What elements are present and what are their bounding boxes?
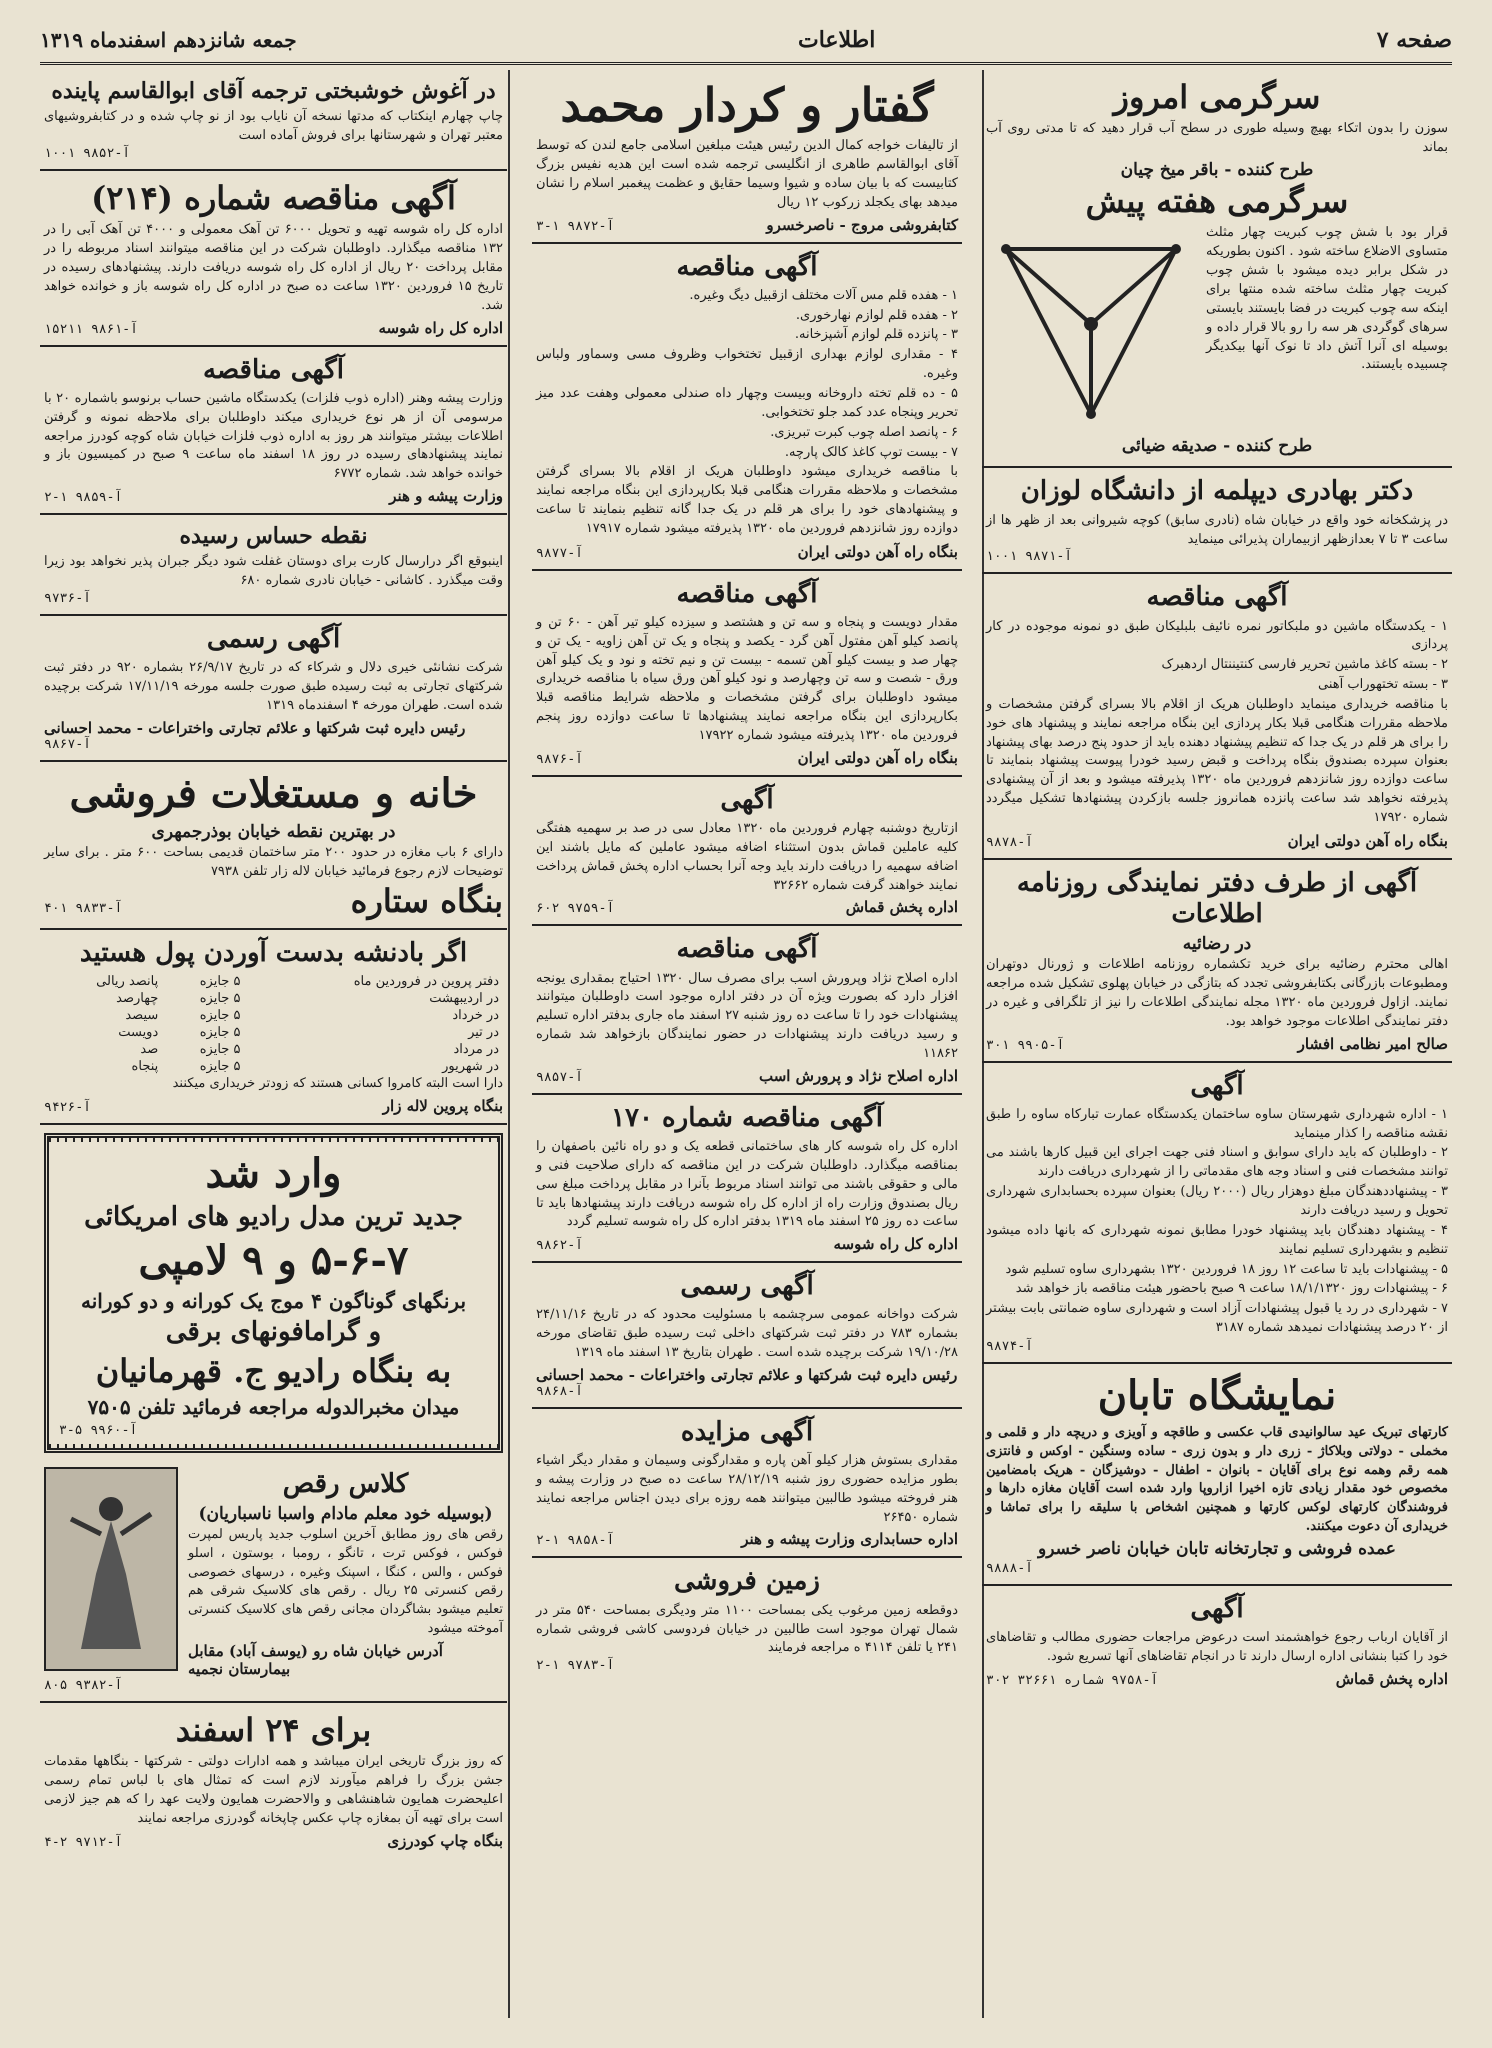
- ad-code: آ-۹۸۷۴: [986, 1338, 1033, 1354]
- tender-title: آگهی مناقصه: [1146, 582, 1288, 613]
- ad-code: آ-۹۸۷۶: [536, 751, 583, 767]
- ad-signature: اداره پخش قماش: [1335, 1669, 1448, 1688]
- auction-text: مقداری بستوش هزار کیلو آهن پاره و مقدارگونی وسیمان و مقدار دیگر اشیاء بطور مزایده حضوری روز شنبه ۲۸/۱۲/۱۹ ساعت ده صبح در وزارت پیشه و هنر فروخته میشود طالبین میتوانند همه روزه برای دیدن اجناس مراجعه نمایند شماره ۲۶۴۵۰: [536, 1453, 958, 1525]
- ad-code: ۳۰۱ آ-۹۹۰۵: [986, 1037, 1065, 1053]
- ad-code: ۳-۵ آ-۹۹۶۰: [59, 1422, 138, 1438]
- tender-ad: [532, 1095, 962, 1263]
- taban-ad: [982, 1364, 1452, 1586]
- realestate-text: دارای ۶ باب مغازه در حدود ۲۰۰ متر ساختمان قدیمی بساحت ۶۰۰ متر . برای سایر توضیحات لازم رجوع فرمائید خیابان لاله زار تلفن ۷۹۳۸: [44, 844, 503, 879]
- column-divider: [508, 70, 510, 2018]
- table-row: [44, 1007, 503, 1024]
- ad-code: ۴-۲ آ-۹۷۱۲: [44, 1834, 123, 1850]
- tender-ad: [982, 574, 1452, 859]
- table-cell: ۵ جایزه: [199, 991, 241, 1007]
- ad-code: ۱۵۲۱۱ آ-۹۸۶۱: [44, 321, 138, 337]
- ad-code: آ-۹۸۵۷: [536, 1069, 583, 1085]
- tender-item: با مناقصه خریداری مینماید داوطلبان هریک از اقلام بالا بسرای گرفتن مشخصات و ملاحظه مقررات هنگامی قبلا بکار پردازی این بنگاه مراجعه نمایند و پیشنهاد های خود را برای هر قلم در یک جدا که تنظیم پیشنهاد دهنده باید از حدود پنج درصد بهای پیشنهاد بعنوان سپرده بصندوق بنگاه پرداخت و قبض رسید خودرا پیوست پیشنهاد بنمایند تا ساعت دوازده روز شانزدهم فروردین ماه ۱۳۲۰ پذیرفته میشود و بعد از آن پیشنهادی پذیرفته نخواهد شد ساعت پانزده همانروز جلسه بازکردن پیشنهادها تشکیل میگردد شماره ۱۷۹۲۰: [986, 696, 1448, 825]
- issue-date: جمعه شانزدهم اسفندماه ۱۳۱۹: [40, 28, 297, 52]
- land-text: دوقطعه زمین مرغوب یکی بمساحت ۱۱۰۰ متر ودیگری بمساحت ۵۴۰ متر در شمال تهران موجود است طالبین در خیابان فردوسی کاشی فروشی شماره ۲۴۱ یا تلفن ۴۱۱۴ ه مراجعه فرمایند: [536, 1602, 958, 1656]
- tender-title: آگهی مناقصه: [676, 251, 818, 282]
- saveh-item: ۵ - پیشنهادات باید تا ساعت ۱۲ روز ۱۸ فروردین ۱۳۲۰ بشهرداری ساوه تسلیم شود: [1005, 1261, 1448, 1277]
- ad-code: آ-۹۷۳۶: [44, 591, 91, 607]
- tender-ad: [40, 347, 507, 515]
- middle-column: [532, 70, 962, 2018]
- book-ad: [40, 70, 507, 171]
- ad-signature: بنگاه راه آهن دولتی ایران: [1287, 831, 1448, 850]
- radio-line: میدان مخبرالدوله مراجعه فرمائید تلفن ۷۵۰۵: [87, 1394, 460, 1419]
- tender-title: آگهی مناقصه شماره ۱۷۰: [611, 1102, 883, 1133]
- ad-code: آ-۹۸۸۸: [986, 1560, 1033, 1576]
- dance-title: کلاس رقص: [282, 1468, 409, 1499]
- official-ad: [40, 616, 507, 762]
- land-ad: [532, 1558, 962, 1681]
- ad-code: آ-۹۸۷۷: [536, 545, 583, 561]
- puzzle-title: سرگرمی امروز: [1113, 78, 1321, 116]
- ad-code: آ-۹۴۲۶: [44, 1100, 91, 1115]
- official-title: آگهی رسمی: [206, 624, 341, 655]
- taban-text: کارتهای تبریک عید سالوانیدی قاب عکسی و طاقچه و آویزی و دریچه دار و قلمی و مخملی - دولاتی وبلاکاژ - زری دار و بدون زری - ساده وسنگین - اوکس و فانتزی همه رقم وهمه نوع برای آقایان - بانوان - اطفال - دوشیزگان - هریک بامضامین مخصوص خود مقدار زیادی تازه اخیرا ازاروپا وارد شده است آقایان مغازه دارها و فروشندگان کارتهای لوکس کارتها و همچنین اشخاص با سلیقه را برای تماشا و خریداری آن دعوت میکنند.: [986, 1424, 1448, 1535]
- dance-ad: [40, 1461, 507, 1703]
- dancer-illustration: [44, 1467, 178, 1671]
- ad-signature: آدرس خیابان شاه رو (یوسف آباد) مقابل بیمارستان نجمیه: [188, 1642, 443, 1679]
- tender-item: ۵ - ده قلم تخته داروخانه وبیست وچهار داه صندلی معمولی وهفت عدد میز تحریر وپنجاه عدد کمد جلو تختخوابی.: [536, 385, 958, 420]
- prize-title: اگر بادنشه بدست آوردن پول هستید: [79, 937, 468, 968]
- prize-text: دارا است البته کامروا کسانی هستند که زودتر خریداری میکنند: [172, 1076, 503, 1092]
- prize-ad: [40, 930, 507, 1125]
- notice-text: ازتاریخ دوشنبه چهارم فروردین ماه ۱۳۲۰ معادل سی در صد بر سهمیه هفتگی کلیه عاملین قماش بدون استثناء اضافه میشود عاملین که مایل باشند این اضافه سهمیه را دریافت دارند باید وجه آنرا بحساب اداره پخش قماش پرداخت نمایند خواهند گرفت شماره ۳۲۶۶۲: [536, 821, 958, 893]
- radio-line: به بنگاه رادیو ج. قهرمانیان: [95, 1352, 452, 1391]
- table-cell: صد: [140, 1042, 159, 1058]
- table-cell: ۵ جایزه: [199, 974, 241, 990]
- book-title: در آغوش خوشبختی ترجمه آقای ابوالقاسم پاینده: [51, 78, 496, 104]
- ad-code: ۶۰۲ آ-۹۷۵۹: [536, 901, 615, 917]
- table-row: [44, 1024, 503, 1041]
- tender-item: ۱ - هفده قلم مس آلات مختلف ازقبیل دیگ وغیره.: [689, 287, 958, 303]
- dance-subtitle: (بوسیله خود معلم مادام واسبا ناسباریان): [198, 1503, 493, 1524]
- book-text: از تالیفات خواجه کمال الدین رئیس هیئت مبلغین اسلامی جامع لندن که توسط آقای ابوالقاسم طاهری از انگلیسی ترجمه شده است این هدیه نفیس بزرگ کتابیست که با بیان ساده و شیوا وسیما حقایق و عظمت پیغمبر اسلام را نشان میدهد بهای یکجلد زرکوب ۱۲ ریال: [536, 138, 958, 210]
- ad-code: ۱۰۰۱ آ-۹۸۵۲: [44, 146, 131, 162]
- saveh-item: ۷ - شهرداری در رد یا قبول پیشنهادات آزاد است و شهرداری ساوه ضمانتی بابت بیشتر از ۲۰ درصد پیشنهادات نمیدهد شماره ۳۱۸۷: [986, 1301, 1448, 1336]
- table-row: [44, 973, 503, 990]
- saveh-ad: [982, 1063, 1452, 1364]
- taban-title: نمایشگاه تابان: [1097, 1371, 1337, 1419]
- tender-item: ۱ - یکدستگاه ماشین دو ملبکاتور نمره نائیف بلبلیکان طبق دو نمونه موجوده در کار پردازی: [986, 618, 1448, 653]
- ad-signature: کتابفروشی مروج - ناصرخسرو: [766, 215, 958, 234]
- radio-line: و گرامافونهای برقی: [165, 1317, 382, 1348]
- table-cell: سیصد: [125, 1008, 159, 1024]
- puzzle-title-2: سرگرمی هفته پیش: [1085, 182, 1349, 221]
- tender-ad: [532, 926, 962, 1094]
- agency-title: آگهی از طرف دفتر نمایندگی روزنامه اطلاعات: [1016, 867, 1418, 929]
- agency-ad: [982, 860, 1452, 1063]
- agency-subtitle: در رضائیه: [1182, 934, 1252, 955]
- ad-code: ۴۰۱ آ-۹۸۳۳: [44, 900, 123, 916]
- tender-title: آگهی مناقصه شماره (۲۱۴): [91, 179, 456, 218]
- table-cell: دویست: [118, 1025, 159, 1041]
- ad-signature: اداره حسابداری وزارت پیشه و هنر: [741, 1530, 958, 1549]
- table-cell: ۵ جایزه: [199, 1025, 241, 1041]
- ad-code: آ-۹۸۶۲: [536, 1238, 583, 1254]
- ad-signature: وزارت پیشه و هنر: [389, 487, 503, 506]
- book-ad: [532, 70, 962, 244]
- tender-ad: [532, 571, 962, 777]
- esfand-text: که روز بزرگ تاریخی ایران میباشد و همه ادارات دولتی - شرکتها - بنگاهها مقدمات جشن بزرگ را فراهم میآورند لازم است که تمثال های با لباس تمام رسمی اعلیحضرت همایون شاهنشاهی و والاحضرت همایون ولایت عهد را که هم جیز لازمی است برای تهیه آن بمغازه چاپ عکس چاپخانه گودرزی مراجعه نمایند: [44, 1754, 503, 1826]
- ad-code: آ-۹۸۶۷: [44, 736, 91, 752]
- tender-item: با مناقصه خریداری میشود داوطلبان هریک از اقلام بالا بسرای گرفتن مشخصات و ملاحظه مقررات هنگامی قبلا بکارپردازی این بنگاه مراجعه نمایند و پیشنهادهای خود را برای هر قلم در یک جدا گانه تنظیم بنمایند تا ساعت دوازده روز شانزدهم فروردین ماه ۱۳۲۰ پذیرفته میشود شماره ۱۷۹۱۷: [536, 464, 958, 536]
- table-row: [44, 1041, 503, 1058]
- table-cell: ۵ جایزه: [199, 1008, 241, 1024]
- ad-code: ۳۰۲ آ-۹۷۵۸ شماره ۳۲۶۶۱: [986, 1672, 1159, 1688]
- puzzle-text: سوزن را بدون اتکاء بهیچ وسیله طوری در سطح آب قرار دهید که تا مدتی روی آب بماند: [986, 121, 1448, 156]
- saveh-item: ۲ - داوطلبان که باید دارای سوابق و اسناد فنی جهت اجرای این قبیل کارها باشند می توانند مشخصات فنی و اسناد وجه های مقدماتی را از شهرداری دریافت دارند: [986, 1145, 1448, 1180]
- tender-item: ۴ - مقداری لوازم بهداری ازقبیل تختخواب وظروف مسی وسماور ولباس وغیره.: [536, 347, 958, 382]
- realestate-subtitle: در بهترین نقطه خیابان بوذرجمهری: [151, 821, 396, 842]
- notice-title: آگهی: [720, 784, 774, 815]
- table-cell: ۵ جایزه: [199, 1042, 241, 1058]
- ad-signature: اداره کل راه شوسه: [378, 318, 503, 337]
- table-cell: در اردیبهشت: [429, 991, 499, 1007]
- table-cell: در مرداد: [453, 1042, 499, 1058]
- ad-code: ۱۰۰۱ آ-۹۸۷۱: [986, 549, 1073, 565]
- book-text: چاپ چهارم اینکتاب که مدتها نسخه آن نایاب بود از نو چاپ شده و در کتابفروشیهای معتبر تهران و شهرستانها برای فروش آماده است: [44, 109, 503, 144]
- card-title: نقطه حساس رسیده: [179, 523, 368, 550]
- matchstick-figure: [986, 224, 1196, 434]
- saveh-title: آگهی: [1190, 1070, 1244, 1101]
- doctor-text: در پزشکخانه خود واقع در خیابان شاه (نادری سابق) کوچه شیروانی بعد از ظهر ها از ساعت ۳ تا ۷ بعدازظهر ازبیماران پذیرائی مینماید: [986, 512, 1448, 547]
- ad-code: ۲-۱ آ-۹۷۸۳: [536, 1658, 615, 1674]
- ad-code: ۸۰۵ آ-۹۳۸۲: [44, 1678, 123, 1694]
- book-title: گفتار و کردار محمد: [560, 78, 934, 132]
- esfand-title: برای ۲۴ اسفند: [175, 1711, 372, 1750]
- tender-text: اداره کل راه شوسه تهیه و تحویل ۶۰۰۰ تن آهک معمولی و ۴۰۰۰ تن آهک آبی را در ۱۳۲ مناقصه میگذارد. داوطلبان شرکت در این مناقصه میتوانند اسناد مربوطه را در مقابل پرداخت ۲۰ ریال از اداره کل راه شوسه دریافت دارند. پیشنهادهای رسیده در تاریخ ۱۵ فروردین ۱۳۲۰ ساعت ده صبح در اداره کل راه شوسه باز و خوانده خواهد شد.: [44, 222, 503, 313]
- esfand-ad: [40, 1703, 507, 1858]
- prize-table: [44, 973, 503, 1075]
- official-text: شرکت نشانئی خیری دلال و شرکاء که در تاریخ ۲۶/۹/۱۷ بشماره ۹۲۰ در دفتر ثبت شرکتهای تجارتی به ثبت رسیده طبق صورت جلسه مورخه ۱۷/۱۱/۱۹ شرکت برچیده شده است. طهران مورخه ۴ اسفندماه ۱۳۱۹: [44, 660, 504, 714]
- ad-code: ۲-۱ آ-۹۸۵۹: [44, 490, 123, 506]
- ad-signature: صالح امیر نظامی افشار: [1297, 1034, 1448, 1053]
- radio-title: وارد شد: [205, 1150, 342, 1197]
- doctor-ad: [982, 468, 1452, 574]
- left-column: [40, 70, 507, 2018]
- ad-signature: اداره پخش قماش: [845, 898, 958, 917]
- auction-title: آگهی مزایده: [680, 1416, 814, 1447]
- right-column: [982, 70, 1452, 2018]
- notice-ad: [532, 777, 962, 927]
- tender-text: اداره کل راه شوسه کار های ساختمانی قطعه یک و دو راه نائین باصفهان را بمناقصه میگذارد. داوطلبان شرکت در این مناقصه که دارای صلاحیت فنی و مالی و حقوقی باشند می توانند اسناد مربوط بآنرا در مقابل پرداخت مبلغ سی ریال بصندوق وزارت راه از اداره کل راه شوسه دریافت دارند پیشنهادها باید تا ساعت ده روز ۲۵ اسفند ماه ۱۳۱۹ بدفتر اداره کل راه شوسه تسلیم گردد: [536, 1138, 958, 1230]
- ad-signature: اداره کل راه شوسه: [833, 1235, 958, 1254]
- ad-signature: بنگاه چاپ کودرزی: [387, 1831, 503, 1850]
- ad-signature: بنگاه پروین لاله زار: [382, 1097, 503, 1115]
- realestate-title: خانه و مستغلات فروشی: [69, 769, 478, 817]
- notice-ad: [982, 1586, 1452, 1696]
- table-cell: ۵ جایزه: [199, 1059, 241, 1075]
- table-cell: در شهریور: [442, 1059, 499, 1075]
- card-ad: [40, 515, 507, 616]
- table-row: [44, 1058, 503, 1075]
- agency-text: اهالی محترم رضائیه برای خرید تکشماره روزنامه اطلاعات و ژورنال دوتهران ومطبوعات بازرگانی بکتابفروشی تجدد که بتازگی در خیابان پهلوی تشکیل شده مراجعه نمایند. ازاول فروردین ماه ۱۳۲۰ مجله نمایندگی اطلاعات را نیز از تلگرافی و غیره در دفتر نمایندگی اطلاعات موجود خواهد بود.: [986, 957, 1448, 1029]
- radio-line: ۵-۶-۷ و ۹ لامپی: [138, 1237, 409, 1285]
- ad-code: آ-۹۸۷۸: [986, 834, 1033, 850]
- tender-text: وزارت پیشه وهنر (اداره ذوب فلزات) یکدستگاه ماشین حساب برنوسو باشماره ۲۰ با مرسومی آن از هر نوع خریداری میکند داوطلبان برای ملاحظه نمونه و گرفتن اطلاعات بیشتر میتوانند هر روز به اداره ذوب فلزات خیابان شاه کوچه کودرز مراجعه نمایند پیشنهادهای رسیده در روز ۱۸ اسفند ماه ساعت ۹ صبح در کمیسیون باز و خوانده خواهد شد. شماره ۶۷۷۲: [44, 390, 504, 482]
- tender-item: ۲ - هفده قلم لوازم نهارخوری.: [795, 307, 958, 323]
- newspaper-name: اطلاعات: [798, 27, 876, 53]
- dancer-icon: [56, 1479, 166, 1659]
- tender-item: ۳ - بسته تختهوراب آهنی: [1317, 677, 1448, 693]
- ad-code: ۲-۱ آ-۹۸۵۸: [536, 1533, 615, 1549]
- official-title: آگهی رسمی: [680, 1271, 814, 1302]
- tender-title: آگهی مناقصه: [203, 354, 344, 385]
- ad-signature: بنگاه راه آهن دولتی ایران: [797, 748, 958, 767]
- ad-signature: رئیس دایره ثبت شرکتها و علائم تجارتی واختراعات - محمد احسانی: [536, 1365, 958, 1384]
- tender-ad: [40, 171, 507, 347]
- tender-ad: [532, 244, 962, 571]
- radio-line: برنگهای گوناگون ۴ موج یک کورانه و دو کورانه: [80, 1289, 467, 1314]
- ad-signature: عمده فروشی و تجارتخانه تابان خیابان ناصر خسرو: [1038, 1538, 1396, 1559]
- tender-title: آگهی مناقصه: [676, 934, 818, 965]
- notice-text: از آقایان ارباب رجوع خواهشمند است درعوض مراجعات حضوری مطالب و تقاضاهای خود را کتبا بنشانی اداره ارسال دارند تا در انجام تقاضاهای آنها تسریع شود.: [986, 1630, 1448, 1664]
- tender-item: ۲ - بسته کاغذ ماشین تحریر فارسی کنتیننتال اردهبرک: [1161, 657, 1448, 673]
- saveh-item: ۴ - پیشنهاد دهندگان باید پیشنهاد خودرا مطابق نمونه شهرداری که بانها داده میشود تنظیم و بشهرداری تسلیم نمایند: [986, 1222, 1448, 1257]
- ad-code: ۳-۱ آ-۹۸۷۲: [536, 218, 615, 234]
- saveh-item: ۱ - اداره شهرداری شهرستان ساوه ساختمان یکدستگاه عمارت تبارکاه ساوه را طبق نقشه مناقصه را کذار مینماید: [986, 1106, 1448, 1141]
- dance-text: رقص های روز مطابق آخرین اسلوب جدید پاریس لمپرت فوکس ، فوکس ترت ، تانگو ، رومبا ، بوستون ، اسلو فوکس ، والس ، کنگا ، اسپنک وغیره ، درسهای خصوصی رقص کنسرتی ۲۵ ریال . رقص های کلاسیک شرقی هم تعلیم میشود بشاگردان مجانی رقص های کلاسیک کنسرتی آموخته میشود: [188, 1526, 503, 1637]
- ad-code: آ-۹۸۶۸: [536, 1383, 583, 1399]
- official-ad: [532, 1263, 962, 1409]
- ad-signature: بنگاه راه آهن دولتی ایران: [797, 542, 958, 561]
- puzzle-text-2: قرار بود با شش چوب کبریت چهار مثلث متساوی الاضلاع ساخته شود . اکنون بطوریکه در شکل برابر دیده میشود با شش چوب کبریت چهار مثلث ساخته شده منتها برای اینکه سه چوب کبریت در فضا بایستند بایستی سرهای گوگردی هر سه را رو بالا قرار داده و بوسیله ای آنرا آتش داد تا نوک آنها بیکدیگر چسبیده بایستند.: [1206, 225, 1448, 373]
- realestate-ad: [40, 762, 507, 930]
- radio-line: جدید ترین مدل رادیو های امریکائی: [84, 1202, 463, 1232]
- radio-ad: [44, 1133, 503, 1453]
- official-text: شرکت دواخانه عمومی سرچشمه با مسئولیت محدود که در تاریخ ۲۴/۱۱/۱۶ بشماره ۷۸۳ در دفتر ثبت شرکتهای داخلی ثبت رسیده طبق تقاضای مورخه ۱۹/۱۰/۲۸ شرکت برچیده شده است . طهران بتاریخ ۱۳ اسفند ماه ۱۳۱۹: [536, 1307, 958, 1361]
- tender-text: اداره اصلاح نژاد وپرورش اسب برای مصرف سال ۱۳۲۰ احتیاج بمقداری یونجه افزار دارد که بصورت ویژه آن در دفتر اداره موجود است داوطلبان میتوانند پیشنهادات خود را تا ساعت ده روز شنبه ۲۷ اسفند ماه جاری بدفتر اداره تسلیم و رسید دریافت دارند پیشنهادات در حضور نمایندگان بازخواهد شد شماره ۱۱۸۶۲: [536, 970, 959, 1061]
- table-cell: در تیر: [468, 1025, 499, 1041]
- tender-title: آگهی مناقصه: [676, 578, 818, 609]
- puzzle-author: طرح کننده - باقر میخ چیان: [1120, 160, 1314, 181]
- tender-item: ۳ - پانزده قلم لوازم آشپزخانه.: [794, 327, 958, 343]
- ad-signature: رئیس دایره ثبت شرکتها و علائم تجارتی واختراعات - محمد احسانی: [44, 718, 466, 737]
- puzzle-author-2: طرح کننده - صدیقه ضیائی: [1121, 436, 1313, 457]
- ad-signature: اداره اصلاح نژاد و پرورش اسب: [758, 1066, 958, 1085]
- table-cell: چهارصد: [116, 991, 159, 1007]
- tender-item: ۶ - پانصد اصله چوب کبرت تبریزی.: [770, 424, 958, 440]
- table-row: [44, 990, 503, 1007]
- page-number: صفحه ۷: [1376, 27, 1452, 53]
- tender-text: مقدار دویست و پنجاه و سه تن و هشتصد و سیزده کیلو تیر آهن - ۶۰ تن و پانصد کیلو آهن مفتول آهن گرد - یکصد و پنجاه و یک تن آهن زاویه - یک تن و چهار صد و بیست کیلو آهن تسمه - بیست تن و نیم تخته و نود و یک کیلو آهن ورق - شصت و سه تن وچهارصد و نود کیلو آهن ورق سیاه با مناقصه خریداری میشود داوطلبان برای گرفتن مشخصات و ملاحظه شرایط مناقصه قبلا بکارپردازی این بنگاه مراجعه نمایند پیشنهادها تا ساعت دوازده روز پنجم فروردین ماه ۱۳۲۰ پذیرفته میشود شماره ۱۷۹۲۲: [536, 614, 958, 743]
- table-cell: پانصد ریالی: [96, 974, 159, 990]
- card-text: اینبوقع اگر درارسال کارت برای دوستان غفلت شود دیگر جبران پذیر نخواهد بود زیرا وقت میگذرد . کاشانی - خیابان نادری شماره ۶۸۰: [44, 554, 503, 589]
- ad-signature: بنگاه ستاره: [350, 881, 503, 920]
- page-header: [40, 18, 1452, 65]
- saveh-item: ۳ - پیشنهاددهندگان مبلغ دوهزار ریال (۲۰۰۰ ریال) بعنوان سپرده بحسابداری شهرداری تحویل و رسید دریافت دارند: [986, 1184, 1448, 1218]
- table-cell: دفتر پروین در فروردین ماه: [353, 974, 499, 990]
- puzzle-figure-box: [986, 224, 1448, 434]
- tender-item: ۷ - بیست توپ کاغذ کالک پارچه.: [784, 444, 958, 460]
- land-title: زمین فروشی: [674, 1566, 820, 1597]
- table-cell: پنجاه: [131, 1059, 159, 1075]
- table-cell: در خرداد: [452, 1008, 499, 1024]
- auction-ad: [532, 1409, 962, 1559]
- doctor-title: دکتر بهادری دیپلمه از دانشگاه لوزان: [1020, 476, 1414, 507]
- puzzle-ad: [982, 70, 1452, 468]
- notice-title: آگهی: [1190, 1593, 1244, 1624]
- saveh-item: ۶ - پیشنهادات روز ۱۸/۱/۱۳۲۰ ساعت ۹ صبح باحضور هیئت مناقصه باز خواهد شد: [1015, 1281, 1448, 1297]
